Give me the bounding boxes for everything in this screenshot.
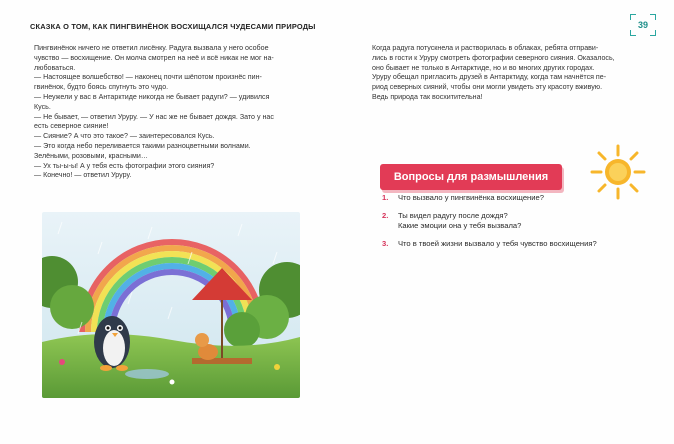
story-text-left	[34, 44, 302, 181]
corner-frame-icon	[650, 14, 656, 20]
question-text	[398, 211, 622, 232]
text-line: Ведь природа так восхитительна!	[372, 92, 483, 101]
text-line: риод северных сияний, чтобы они могли увидеть эту красоту вживую.	[372, 83, 603, 92]
sun-icon	[590, 144, 646, 200]
question-line: Какие эмоции она у тебя вызвала?	[397, 221, 522, 231]
text-line: гвинёнок, будто боясь спугнуть это чудо.	[34, 83, 169, 92]
question-line: Ты видел радугу после дождя?	[397, 210, 508, 220]
text-line: — Настоящее волшебство! — наконец почти шёпотом произнёс пин-	[34, 73, 262, 82]
text-line: — Конечно! — ответил Уруру.	[34, 171, 132, 180]
rainbow-scene-image	[42, 212, 300, 398]
question-line: Что в твоей жизни вызвало у тебя чувство восхищения?	[397, 238, 597, 248]
question-item	[382, 193, 622, 204]
text-line: есть северное сияние!	[34, 122, 109, 131]
question-text	[398, 239, 622, 250]
questions-title: Вопросы для размышления	[393, 171, 549, 183]
questions-title-banner	[380, 164, 562, 190]
text-line: — Сияние? А что это такое? — заинтересовался Кусь.	[34, 132, 215, 141]
page-number-label: 39	[637, 20, 648, 30]
page-number	[630, 14, 656, 36]
story-text-right	[372, 44, 634, 103]
question-number: 1.	[382, 193, 389, 202]
text-line: — Неужели у вас в Антарктиде никогда не бывает радуги? — удивился	[34, 92, 270, 101]
text-line: оно бывает не только в Антарктиде, но и во многих других городах.	[372, 63, 595, 72]
question-number: 2.	[382, 210, 389, 220]
text-line: Зелёными, розовыми, красными…	[34, 151, 148, 160]
rainbow-illustration	[42, 212, 300, 398]
question-item	[382, 239, 622, 250]
question-text	[398, 193, 622, 204]
question-number: 3.	[382, 238, 389, 248]
corner-frame-icon	[630, 30, 636, 36]
text-line: Пингвинёнок ничего не ответил лисёнку. Радуга вызвала у него особое	[34, 44, 269, 52]
text-line: чувство — восхищение. Он молча смотрел на неё и всё никак не мог на-	[34, 53, 274, 62]
text-line: лись в гости к Уруру смотреть фотографии северного сияния. Оказалось,	[372, 53, 615, 62]
text-line: — Ух ты-ы-ы! А у тебя есть фотографии этого сияния?	[34, 161, 215, 170]
question-item	[382, 211, 622, 232]
text-line: Кусь.	[34, 102, 51, 111]
questions-list	[382, 193, 622, 256]
text-line: Уруру обещал пригласить друзей в Антарктиду, когда там начнётся пе-	[372, 73, 607, 82]
text-line: — Это когда небо переливается такими разноцветными волнами.	[34, 141, 251, 150]
corner-frame-icon	[630, 14, 636, 20]
running-head: СКАЗКА О ТОМ, КАК ПИНГВИНЁНОК ВОСХИЩАЛСЯ ЧУДЕСАМИ ПРИРОДЫ	[30, 22, 316, 31]
question-line: Что вызвало у пингвинёнка восхищение?	[397, 193, 544, 202]
text-line: любоваться.	[34, 63, 76, 72]
corner-frame-icon	[650, 30, 656, 36]
text-line: Когда радуга потускнела и растворилась в облаках, ребята отправи-	[372, 44, 599, 52]
text-line: — Не бывает, — ответил Уруру. — У нас же не бывает дождя. Зато у нас	[34, 112, 274, 121]
